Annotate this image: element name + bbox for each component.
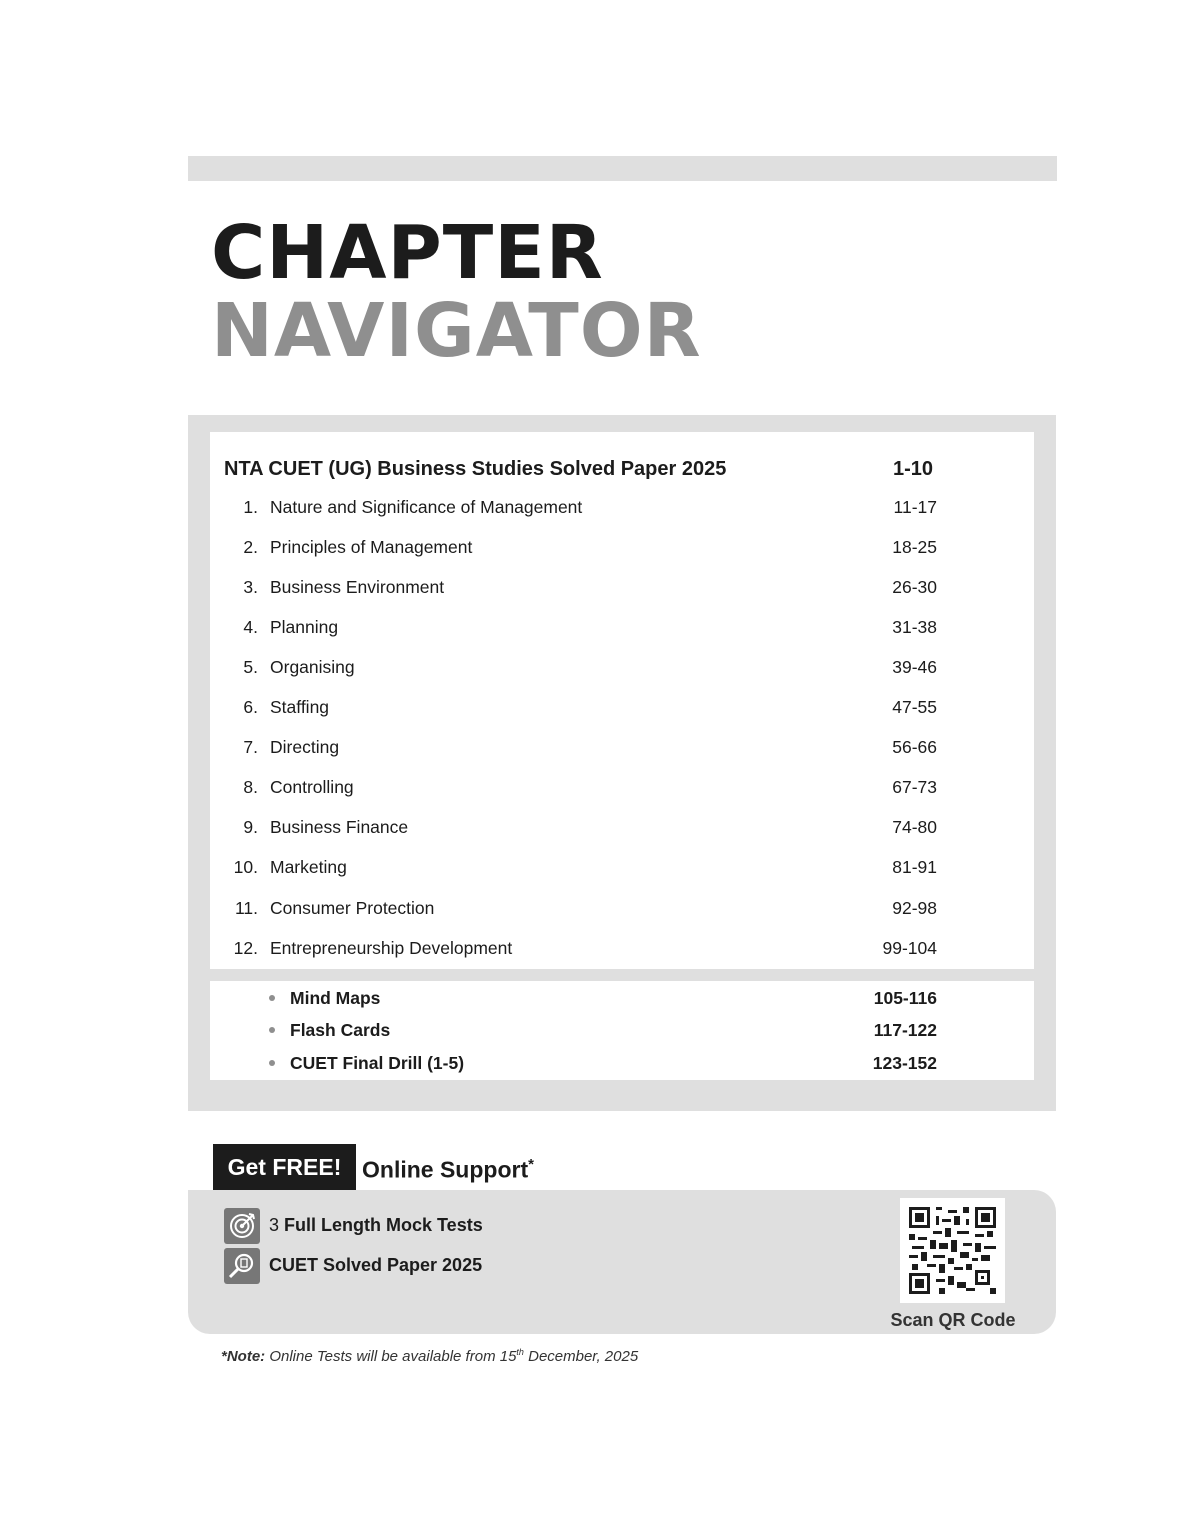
table-of-contents (188, 415, 1056, 1111)
chapter-number: 1. (243, 497, 258, 517)
scan-qr-caption: Scan QR Code (890, 1310, 1016, 1330)
extras-pages: 105-116 (873, 988, 937, 1008)
extras-row[interactable] (210, 1020, 1034, 1048)
extras-list-panel (210, 981, 1034, 1080)
chapter-number: 7. (243, 737, 258, 758)
note-label: *Note: (221, 1348, 266, 1365)
bullet-icon (269, 1027, 275, 1033)
extras-name: CUET Final Drill (1-5) (290, 1052, 465, 1073)
solved-paper-pages: 1-10 (893, 458, 934, 480)
chapter-name: Entrepreneurship Development (270, 937, 513, 958)
chapter-name: Consumer Protection (270, 897, 435, 918)
chapter-name: Nature and Significance of Management (270, 497, 583, 517)
search-document-icon (224, 1248, 260, 1284)
chapter-name: Controlling (270, 777, 354, 798)
chapter-name: Business Finance (270, 817, 409, 838)
chapter-row[interactable] (210, 697, 1034, 727)
availability-note: *Note: Online Tests will be available from 15th December, 2025 (221, 1347, 639, 1365)
chapter-pages: 67-73 (892, 777, 937, 798)
chapter-pages: 11-17 (893, 497, 937, 517)
extras-pages: 123-152 (872, 1052, 937, 1073)
title-line-chapter: CHAPTER (211, 210, 604, 296)
chapter-name: Planning (270, 617, 339, 638)
bullet-icon (269, 1060, 275, 1066)
chapter-row[interactable] (210, 857, 1034, 887)
chapter-row[interactable] (210, 577, 1034, 607)
chapter-name: Marketing (270, 857, 347, 878)
chapter-number: 12. (233, 937, 258, 958)
qr-code[interactable] (900, 1198, 1005, 1303)
solved-paper-label: CUET Solved Paper 2025 (269, 1255, 483, 1275)
extras-row[interactable] (210, 988, 1034, 1016)
chapter-pages: 31-38 (892, 617, 937, 638)
chapter-row[interactable] (210, 497, 1034, 527)
qr-code-icon (909, 1207, 996, 1294)
extras-name: Mind Maps (290, 988, 381, 1008)
chapter-pages: 81-91 (892, 857, 937, 878)
chapter-row[interactable] (210, 657, 1034, 687)
chapter-number: 6. (243, 697, 258, 718)
chapter-name: Business Environment (270, 577, 445, 598)
chapter-row[interactable] (210, 938, 1034, 968)
chapter-pages: 74-80 (892, 817, 937, 838)
title-line-navigator: NAVIGATOR (211, 288, 702, 374)
solved-paper-title: NTA CUET (UG) Business Studies Solved Paper 2025 (224, 458, 727, 480)
mock-test-count: 3 (269, 1215, 280, 1235)
chapter-number: 8. (243, 777, 258, 798)
target-icon (224, 1208, 260, 1244)
chapter-number: 10. (233, 857, 258, 878)
chapter-number: 5. (243, 657, 258, 678)
chapter-pages: 92-98 (892, 897, 937, 918)
online-support-box (188, 1190, 1056, 1334)
chapter-name: Organising (270, 657, 355, 678)
online-support-label: Online Support* (362, 1156, 534, 1183)
extras-row[interactable] (210, 1053, 1034, 1081)
chapter-row[interactable] (210, 817, 1034, 847)
note-text: Online Tests will be available from 15 (269, 1348, 517, 1365)
bullet-icon (269, 995, 275, 1001)
chapter-row[interactable] (210, 617, 1034, 647)
mock-test-label: Full Length Mock Tests (284, 1215, 483, 1235)
chapter-name: Directing (270, 737, 340, 758)
chapter-pages: 18-25 (892, 537, 937, 558)
chapter-name: Principles of Management (270, 537, 473, 558)
chapter-number: 2. (243, 537, 258, 558)
chapter-number: 3. (243, 577, 258, 598)
chapter-number: 9. (243, 817, 258, 838)
chapter-row[interactable] (210, 898, 1034, 928)
chapter-row[interactable] (210, 777, 1034, 807)
chapter-name: Staffing (270, 697, 330, 718)
chapter-row[interactable] (210, 737, 1034, 767)
chapter-pages: 56-66 (892, 737, 937, 758)
extras-pages: 117-122 (873, 1020, 937, 1041)
chapter-number: 11. (234, 897, 258, 918)
top-decorative-bar (188, 156, 1057, 181)
chapter-pages: 99-104 (882, 937, 937, 958)
chapter-number: 4. (243, 617, 258, 638)
chapter-pages: 26-30 (892, 577, 937, 598)
get-free-badge: Get FREE! (213, 1144, 356, 1191)
chapter-pages: 39-46 (892, 657, 937, 678)
page-title (211, 210, 702, 374)
chapter-row[interactable] (210, 537, 1034, 567)
chapter-list-panel (210, 432, 1034, 969)
extras-name: Flash Cards (290, 1020, 391, 1041)
chapter-pages: 47-55 (892, 697, 937, 718)
